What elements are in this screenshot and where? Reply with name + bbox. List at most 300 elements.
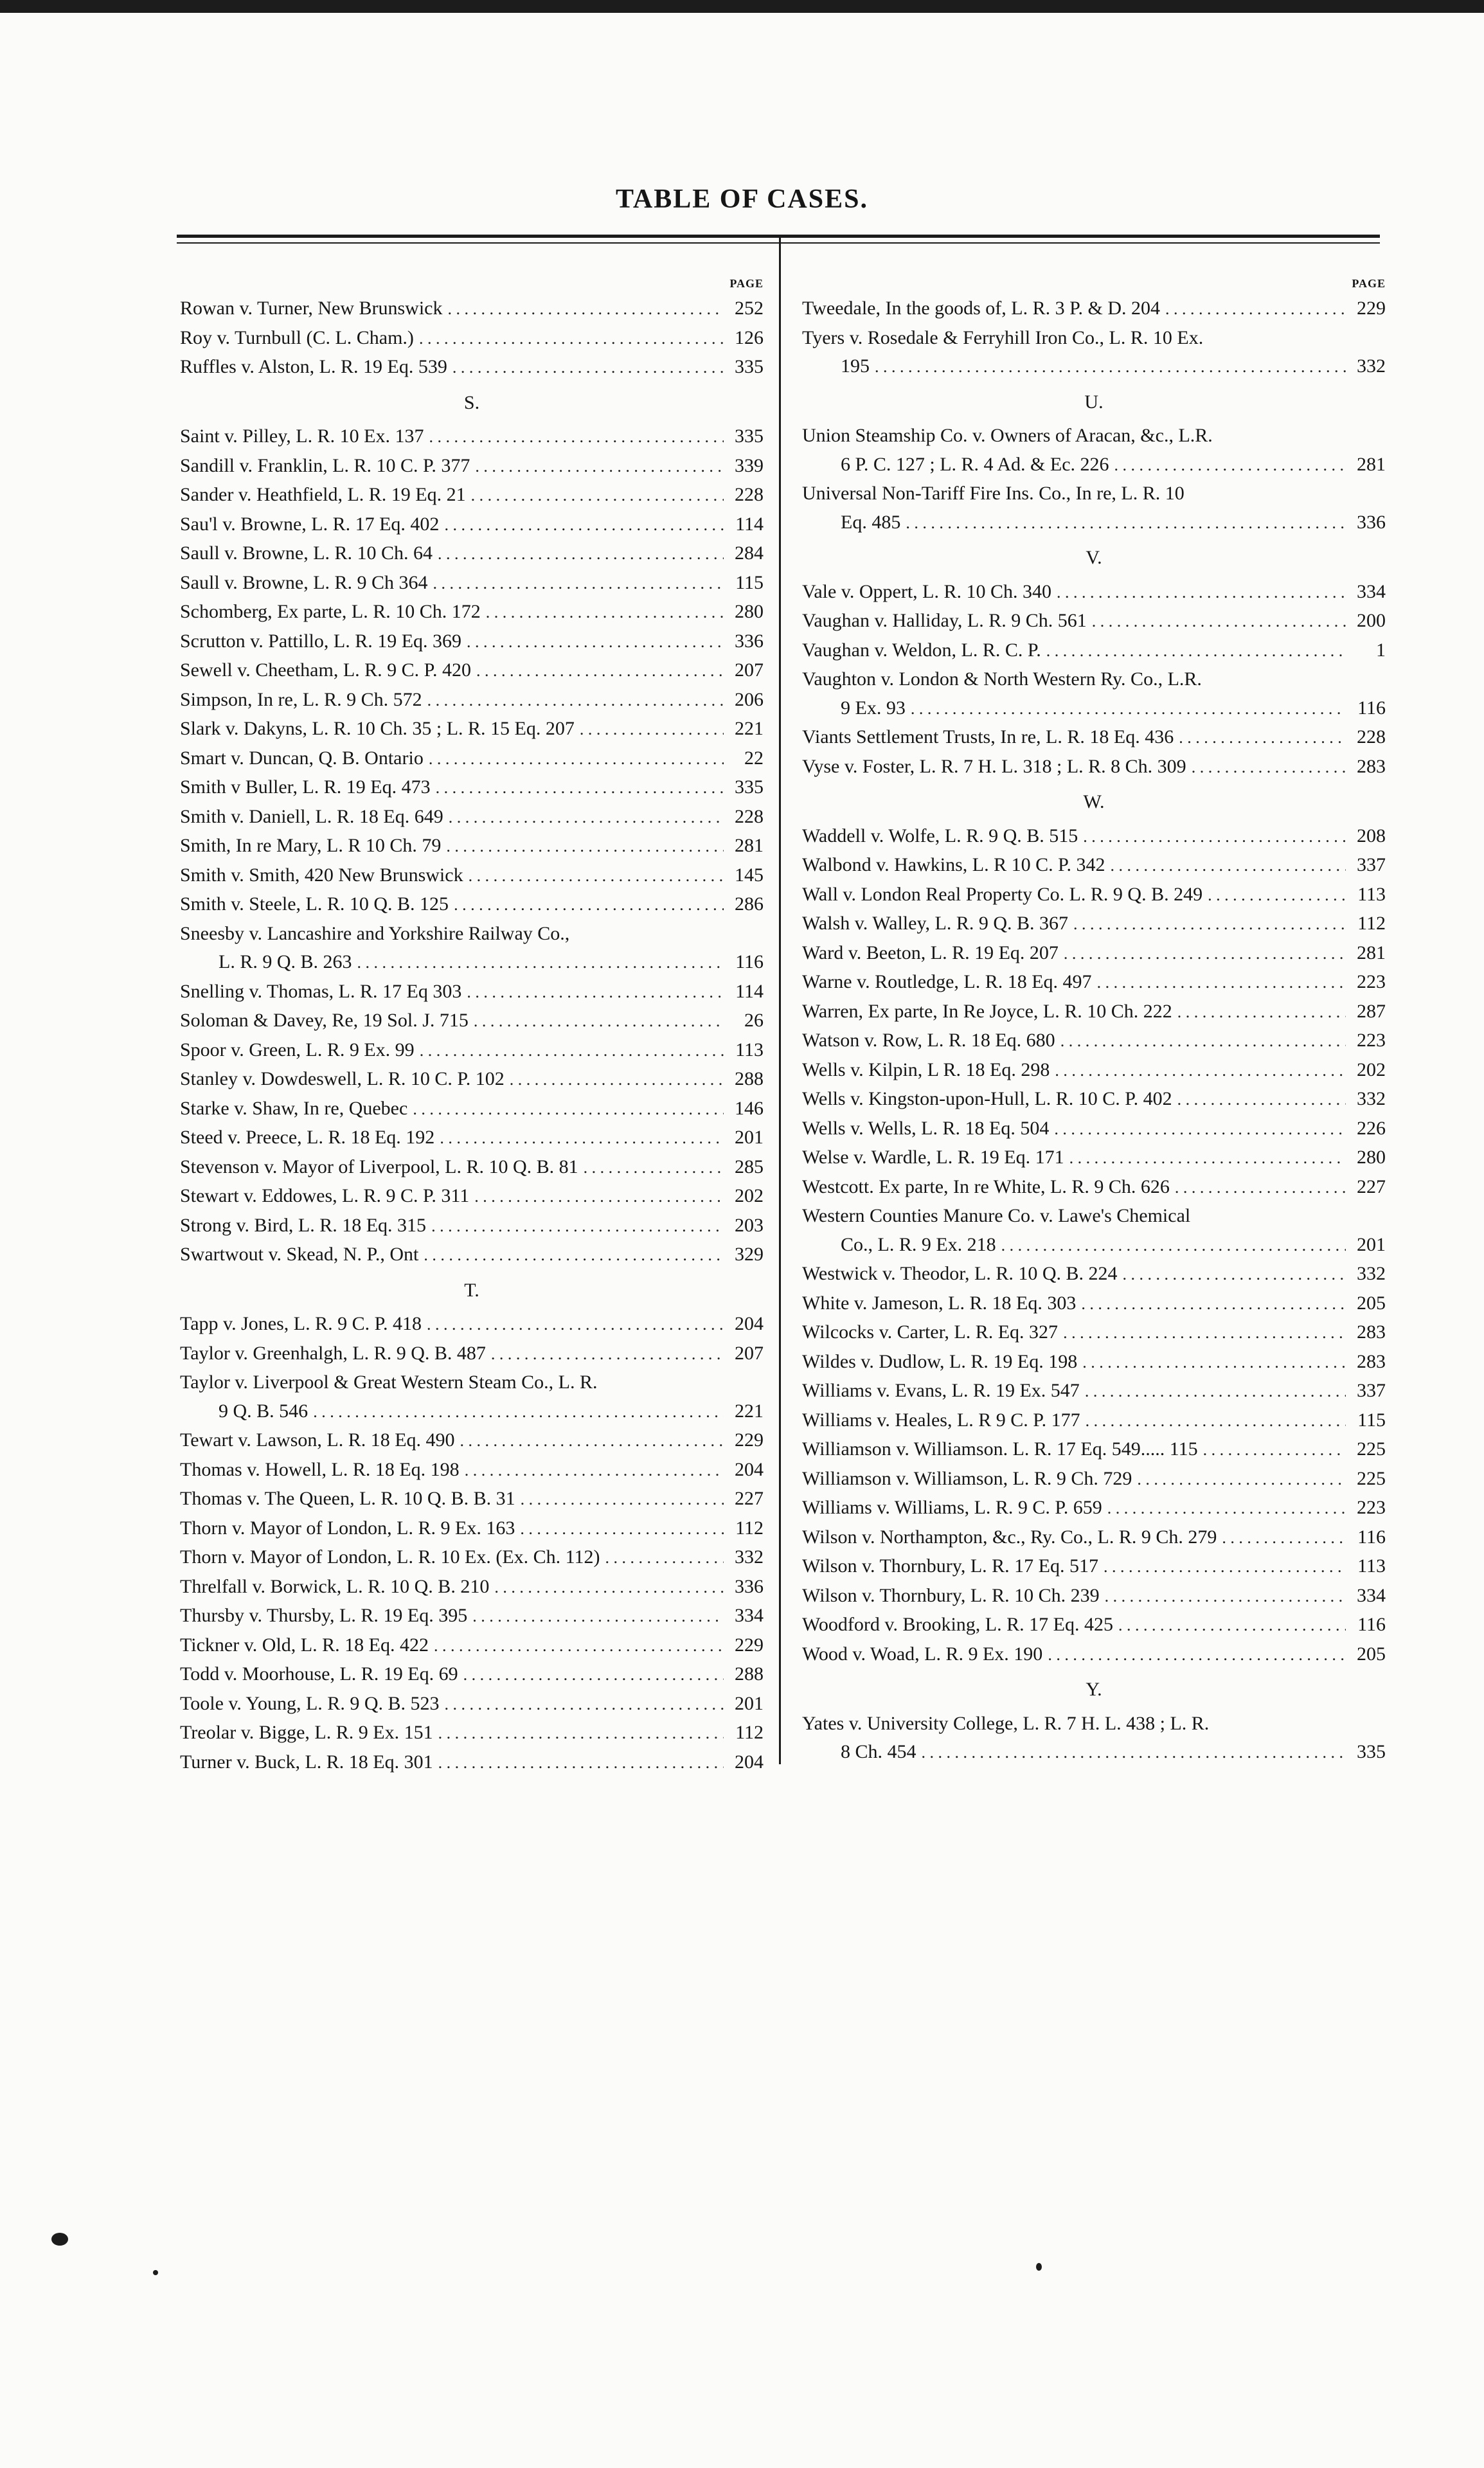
case-entry bbox=[180, 1065, 764, 1095]
case-name: Tewart v. Lawson, L. R. 18 Eq. 490 bbox=[180, 1429, 455, 1451]
dot-leader bbox=[1055, 1057, 1346, 1086]
page-number: 1 bbox=[1376, 639, 1386, 661]
page-number: 201 bbox=[735, 1127, 764, 1148]
page-number: 202 bbox=[735, 1185, 764, 1206]
case-name: Wilcocks v. Carter, L. R. Eq. 327 bbox=[802, 1321, 1059, 1343]
page-column-header: PAGE bbox=[1352, 277, 1386, 290]
page-number: 202 bbox=[1357, 1059, 1386, 1080]
page-number: 281 bbox=[735, 835, 764, 856]
case-name: Sandill v. Franklin, L. R. 10 C. P. 377 bbox=[180, 454, 470, 476]
case-name: Wilson v. Thornbury, L. R. 10 Ch. 239 bbox=[802, 1584, 1100, 1606]
case-entry bbox=[802, 1377, 1386, 1406]
case-name: Vale v. Oppert, L. R. 10 Ch. 340 bbox=[802, 580, 1052, 602]
page-number: 286 bbox=[735, 893, 764, 915]
case-entry-first-line: Western Counties Manure Co. v. Lawe's Chemical bbox=[802, 1205, 1191, 1226]
page-number: 205 bbox=[1357, 1292, 1386, 1314]
page-number: 201 bbox=[1357, 1233, 1386, 1255]
case-entry bbox=[180, 1036, 764, 1066]
dot-leader bbox=[1123, 1260, 1346, 1289]
case-name: Sewell v. Cheetham, L. R. 9 C. P. 420 bbox=[180, 659, 472, 681]
case-entry bbox=[180, 1153, 764, 1183]
case-entry bbox=[180, 1660, 764, 1690]
section-letter: T. bbox=[464, 1279, 479, 1301]
page-number: 337 bbox=[1357, 1380, 1386, 1401]
page-number: 228 bbox=[1357, 726, 1386, 747]
case-name: Smith v. Smith, 420 New Brunswick bbox=[180, 864, 463, 886]
case-entry bbox=[180, 1006, 764, 1036]
case-name: Strong v. Bird, L. R. 18 Eq. 315 bbox=[180, 1214, 427, 1236]
case-name: Walbond v. Hawkins, L. R 10 C. P. 342 bbox=[802, 854, 1105, 875]
case-name: Watson v. Row, L. R. 18 Eq. 680 bbox=[802, 1030, 1055, 1051]
page-number: 207 bbox=[735, 1342, 764, 1364]
case-name: Co., L. R. 9 Ex. 218 bbox=[841, 1233, 996, 1255]
case-entry bbox=[802, 822, 1386, 852]
case-name: Sau'l v. Browne, L. R. 17 Eq. 402 bbox=[180, 513, 440, 535]
page-number: 281 bbox=[1357, 942, 1386, 963]
page-number: 284 bbox=[735, 542, 764, 564]
dot-leader bbox=[448, 295, 724, 324]
case-name: Williams v. Evans, L. R. 19 Ex. 547 bbox=[802, 1380, 1080, 1401]
right-column bbox=[802, 274, 1386, 1767]
page-number: 112 bbox=[735, 1722, 764, 1743]
left-column bbox=[180, 274, 764, 1777]
page-title: TABLE OF CASES. bbox=[616, 184, 868, 214]
case-entry bbox=[802, 578, 1386, 607]
case-name: Wall v. London Real Property Co. L. R. 9 Q. B. 249 bbox=[802, 883, 1203, 905]
dot-leader bbox=[472, 1602, 724, 1631]
dot-leader bbox=[1073, 910, 1346, 939]
case-name: L. R. 9 Q. B. 263 bbox=[219, 951, 352, 972]
section-letter: W. bbox=[1083, 791, 1105, 812]
case-name: Wood v. Woad, L. R. 9 Ex. 190 bbox=[802, 1643, 1043, 1665]
case-entry bbox=[180, 1212, 764, 1241]
case-name: Threlfall v. Borwick, L. R. 10 Q. B. 210 bbox=[180, 1575, 490, 1597]
case-entry bbox=[802, 1552, 1386, 1582]
dot-leader bbox=[420, 1037, 724, 1066]
case-name: Smith, In re Mary, L. R 10 Ch. 79 bbox=[180, 835, 442, 856]
case-entry bbox=[180, 510, 764, 540]
page-number: 206 bbox=[735, 688, 764, 710]
section-letter: U. bbox=[1084, 391, 1104, 413]
case-entry bbox=[802, 1114, 1386, 1144]
dot-leader bbox=[427, 1310, 724, 1339]
case-name: Tickner v. Old, L. R. 18 Eq. 422 bbox=[180, 1634, 429, 1656]
dot-leader bbox=[1203, 1436, 1346, 1465]
page-number: 200 bbox=[1357, 610, 1386, 631]
page-number: 335 bbox=[735, 356, 764, 377]
page-number: 223 bbox=[1357, 1030, 1386, 1051]
page-number: 335 bbox=[1357, 1741, 1386, 1762]
page-number: 337 bbox=[1357, 854, 1386, 875]
dot-leader bbox=[1046, 637, 1346, 666]
case-name: Westwick v. Theodor, L. R. 10 Q. B. 224 bbox=[802, 1263, 1118, 1284]
case-entry bbox=[180, 1485, 764, 1514]
dot-leader bbox=[1177, 1086, 1346, 1114]
case-name: Starke v. Shaw, In re, Quebec bbox=[180, 1097, 408, 1119]
dot-leader bbox=[440, 1124, 724, 1153]
case-entry bbox=[802, 1435, 1386, 1465]
case-entry-continuation bbox=[180, 948, 764, 978]
case-name: Williamson v. Williamson, L. R. 9 Ch. 729 bbox=[802, 1467, 1132, 1489]
case-entry bbox=[802, 1143, 1386, 1173]
dot-leader bbox=[1063, 1319, 1346, 1348]
case-entry bbox=[180, 1426, 764, 1456]
case-entry bbox=[802, 1318, 1386, 1348]
case-entry bbox=[802, 1056, 1386, 1086]
case-entry bbox=[180, 1573, 764, 1602]
case-entry bbox=[802, 1523, 1386, 1553]
page-number: 221 bbox=[735, 718, 764, 739]
page-number: 334 bbox=[1357, 580, 1386, 602]
page-number: 116 bbox=[1357, 697, 1386, 719]
case-entry bbox=[802, 1260, 1386, 1289]
case-name: Smith v Buller, L. R. 19 Eq. 473 bbox=[180, 776, 431, 798]
case-name: Williams v. Heales, L. R 9 C. P. 177 bbox=[802, 1409, 1080, 1431]
dot-leader bbox=[475, 452, 724, 481]
case-name: Tapp v. Jones, L. R. 9 C. P. 418 bbox=[180, 1313, 422, 1334]
page-number: 208 bbox=[1357, 825, 1386, 846]
case-entry-first-line: Universal Non-Tariff Fire Ins. Co., In re, L. R. 10 bbox=[802, 483, 1185, 504]
dot-leader bbox=[449, 803, 724, 832]
page-number: 113 bbox=[1357, 1555, 1386, 1577]
case-entry bbox=[802, 753, 1386, 782]
dot-leader bbox=[1104, 1553, 1346, 1582]
case-entry-continuation bbox=[802, 451, 1386, 480]
case-entry bbox=[180, 1514, 764, 1544]
case-entry bbox=[180, 324, 764, 353]
page-number: 145 bbox=[735, 864, 764, 886]
case-entry bbox=[802, 294, 1386, 324]
page-number: 335 bbox=[735, 776, 764, 798]
case-entry bbox=[802, 939, 1386, 969]
case-entry bbox=[802, 1406, 1386, 1436]
case-name: 6 P. C. 127 ; L. R. 4 Ad. & Ec. 226 bbox=[841, 453, 1109, 475]
case-entry bbox=[180, 832, 764, 861]
page-number: 285 bbox=[735, 1156, 764, 1177]
dot-leader bbox=[1069, 1144, 1346, 1173]
page-number: 287 bbox=[1357, 1000, 1386, 1022]
dot-leader bbox=[454, 891, 724, 920]
page-number: 225 bbox=[1357, 1467, 1386, 1489]
case-name: Turner v. Buck, L. R. 18 Eq. 301 bbox=[180, 1751, 433, 1773]
page-number: 113 bbox=[1357, 883, 1386, 905]
dot-leader bbox=[1082, 1348, 1346, 1377]
case-name: Treolar v. Bigge, L. R. 9 Ex. 151 bbox=[180, 1722, 433, 1743]
dot-leader bbox=[357, 949, 724, 978]
case-entry bbox=[802, 968, 1386, 997]
case-entry bbox=[180, 861, 764, 891]
case-name: Welse v. Wardle, L. R. 19 Eq. 171 bbox=[802, 1147, 1064, 1168]
header-rule bbox=[177, 235, 1380, 238]
case-entry bbox=[180, 890, 764, 920]
page-number: 252 bbox=[735, 298, 764, 319]
dot-leader bbox=[476, 657, 724, 686]
dot-leader bbox=[906, 509, 1346, 538]
page-number: 115 bbox=[1357, 1409, 1386, 1431]
dot-leader bbox=[1175, 1174, 1346, 1203]
dot-leader bbox=[465, 1456, 724, 1485]
page-number: 226 bbox=[1357, 1117, 1386, 1139]
dot-leader bbox=[491, 1340, 724, 1369]
ink-speck bbox=[153, 2270, 158, 2275]
case-entry bbox=[180, 686, 764, 715]
case-entry bbox=[802, 909, 1386, 939]
page-number: 207 bbox=[735, 659, 764, 681]
case-entry bbox=[180, 1690, 764, 1719]
page-number: 116 bbox=[735, 951, 764, 972]
case-entry bbox=[802, 636, 1386, 666]
case-name: Schomberg, Ex parte, L. R. 10 Ch. 172 bbox=[180, 601, 481, 622]
dot-leader bbox=[469, 862, 724, 891]
dot-leader bbox=[436, 774, 724, 803]
section-letter: V. bbox=[1086, 547, 1102, 568]
case-name: Steed v. Preece, L. R. 18 Eq. 192 bbox=[180, 1127, 435, 1148]
dot-leader bbox=[1064, 940, 1346, 969]
case-name: Eq. 485 bbox=[841, 511, 901, 533]
case-name: Smith v. Steele, L. R. 10 Q. B. 125 bbox=[180, 893, 449, 915]
page-number: 334 bbox=[1357, 1584, 1386, 1606]
dot-leader bbox=[1092, 607, 1346, 636]
page-number: 283 bbox=[1357, 1321, 1386, 1343]
case-name: Smith v. Daniell, L. R. 18 Eq. 649 bbox=[180, 805, 443, 827]
page-number: 335 bbox=[735, 425, 764, 447]
page-number: 114 bbox=[735, 980, 764, 1002]
dot-leader bbox=[1179, 724, 1346, 753]
case-name: Waddell v. Wolfe, L. R. 9 Q. B. 515 bbox=[802, 825, 1078, 846]
page-number: 280 bbox=[1357, 1147, 1386, 1168]
case-name: Thomas v. Howell, L. R. 18 Eq. 198 bbox=[180, 1458, 460, 1480]
case-name: Smart v. Duncan, Q. B. Ontario bbox=[180, 747, 424, 769]
page-number: 227 bbox=[1357, 1176, 1386, 1197]
page-number: 288 bbox=[735, 1663, 764, 1685]
case-entry-continuation bbox=[802, 352, 1386, 382]
case-entry bbox=[180, 1719, 764, 1748]
case-name: Westcott. Ex parte, In re White, L. R. 9 Ch. 626 bbox=[802, 1176, 1170, 1197]
dot-leader bbox=[1001, 1231, 1346, 1260]
dot-leader bbox=[474, 1007, 724, 1036]
page-number: 332 bbox=[1357, 355, 1386, 377]
dot-leader bbox=[313, 1398, 724, 1427]
case-name: Stanley v. Dowdeswell, L. R. 10 C. P. 102 bbox=[180, 1068, 505, 1089]
case-name: Wildes v. Dudlow, L. R. 19 Eq. 198 bbox=[802, 1350, 1078, 1372]
case-entry bbox=[180, 452, 764, 481]
page-number: 203 bbox=[735, 1214, 764, 1236]
dot-leader bbox=[419, 325, 724, 353]
case-entry bbox=[180, 481, 764, 510]
ink-blot bbox=[51, 2233, 68, 2246]
page-number: 281 bbox=[1357, 453, 1386, 475]
case-entry bbox=[802, 1085, 1386, 1114]
page-number: 229 bbox=[735, 1429, 764, 1451]
dot-leader bbox=[429, 745, 724, 774]
dot-leader bbox=[584, 1154, 724, 1183]
case-entry bbox=[180, 598, 764, 627]
page-number: 112 bbox=[735, 1517, 764, 1539]
page-number: 221 bbox=[735, 1400, 764, 1422]
dot-leader bbox=[1083, 823, 1346, 852]
case-name: Taylor v. Greenhalgh, L. R. 9 Q. B. 487 bbox=[180, 1342, 486, 1364]
case-name: Swartwout v. Skead, N. P., Ont bbox=[180, 1244, 419, 1265]
case-entry bbox=[180, 1339, 764, 1369]
case-name: Wilson v. Northampton, &c., Ry. Co., L. R. 9 Ch. 279 bbox=[802, 1526, 1217, 1548]
dot-leader bbox=[444, 511, 724, 540]
page-number: 116 bbox=[1357, 1526, 1386, 1548]
case-entry-first-line: Yates v. University College, L. R. 7 H. L. 438 ; L. R. bbox=[802, 1712, 1210, 1734]
case-name: 9 Ex. 93 bbox=[841, 697, 906, 719]
case-entry bbox=[802, 851, 1386, 881]
case-name: Warren, Ex parte, In Re Joyce, L. R. 10 Ch. 222 bbox=[802, 1000, 1172, 1022]
case-entry bbox=[180, 294, 764, 324]
dot-leader bbox=[1177, 998, 1346, 1027]
page-number: 126 bbox=[735, 326, 764, 348]
dot-leader bbox=[1085, 1377, 1346, 1406]
page-number: 229 bbox=[735, 1634, 764, 1656]
dot-leader bbox=[431, 1212, 724, 1241]
case-name: 9 Q. B. 546 bbox=[219, 1400, 308, 1422]
case-entry bbox=[180, 1456, 764, 1485]
case-entry bbox=[802, 607, 1386, 636]
case-name: Vaughan v. Weldon, L. R. C. P. bbox=[802, 639, 1041, 661]
dot-leader bbox=[1114, 451, 1346, 480]
dot-leader bbox=[1057, 578, 1346, 607]
case-name: Toole v. Young, L. R. 9 Q. B. 523 bbox=[180, 1692, 440, 1714]
case-name: Vyse v. Foster, L. R. 7 H. L. 318 ; L. R. 8 Ch. 309 bbox=[802, 755, 1186, 777]
page-number: 204 bbox=[735, 1313, 764, 1334]
case-entry bbox=[180, 627, 764, 657]
dot-leader bbox=[438, 540, 724, 569]
dot-leader bbox=[1165, 295, 1346, 324]
case-entry bbox=[180, 1123, 764, 1153]
case-name: Thomas v. The Queen, L. R. 10 Q. B. B. 31 bbox=[180, 1488, 515, 1509]
page-column-header: PAGE bbox=[729, 277, 764, 290]
case-entry-continuation bbox=[802, 1231, 1386, 1260]
dot-leader bbox=[1054, 1115, 1346, 1144]
dot-leader bbox=[520, 1515, 724, 1544]
page-number: 332 bbox=[1357, 1088, 1386, 1109]
page-number: 22 bbox=[744, 747, 764, 769]
case-name: Scrutton v. Pattillo, L. R. 19 Eq. 369 bbox=[180, 630, 462, 652]
page-number: 283 bbox=[1357, 755, 1386, 777]
case-name: Snelling v. Thomas, L. R. 17 Eq 303 bbox=[180, 980, 462, 1002]
case-entry bbox=[180, 1748, 764, 1778]
case-entry bbox=[802, 1289, 1386, 1319]
page-number: 228 bbox=[735, 484, 764, 505]
dot-leader bbox=[510, 1066, 724, 1095]
case-name: Williamson v. Williamson. L. R. 17 Eq. 549..... 115 bbox=[802, 1438, 1198, 1460]
page-number: 280 bbox=[735, 601, 764, 622]
page-number: 336 bbox=[735, 630, 764, 652]
case-name: Thursby v. Thursby, L. R. 19 Eq. 395 bbox=[180, 1605, 468, 1626]
page-number: 228 bbox=[735, 805, 764, 827]
dot-leader bbox=[1137, 1465, 1346, 1494]
case-name: Thorn v. Mayor of London, L. R. 10 Ex. (Ex. Ch. 112) bbox=[180, 1546, 600, 1568]
case-entry bbox=[802, 997, 1386, 1027]
case-name: Wells v. Wells, L. R. 18 Eq. 504 bbox=[802, 1117, 1050, 1139]
page-number: 288 bbox=[735, 1068, 764, 1089]
dot-leader bbox=[1192, 753, 1346, 782]
case-entry-first-line: Tyers v. Rosedale & Ferryhill Iron Co., L. R. 10 Ex. bbox=[802, 326, 1204, 348]
case-name: Saull v. Browne, L. R. 9 Ch 364 bbox=[180, 571, 428, 593]
case-name: Saull v. Browne, L. R. 10 Ch. 64 bbox=[180, 542, 433, 564]
dot-leader bbox=[1086, 1407, 1346, 1436]
case-entry bbox=[180, 1240, 764, 1270]
case-name: Simpson, In re, L. R. 9 Ch. 572 bbox=[180, 688, 422, 710]
case-entry bbox=[802, 1465, 1386, 1494]
page-number: 229 bbox=[1357, 298, 1386, 319]
case-entry-first-line: Vaughton v. London & North Western Ry. Co., L.R. bbox=[802, 668, 1202, 690]
case-name: Ward v. Beeton, L. R. 19 Eq. 207 bbox=[802, 942, 1059, 963]
dot-leader bbox=[467, 978, 724, 1007]
dot-leader bbox=[1105, 1582, 1346, 1611]
case-entry bbox=[802, 723, 1386, 753]
case-entry-continuation bbox=[802, 694, 1386, 724]
page-number: 336 bbox=[735, 1575, 764, 1597]
case-entry bbox=[180, 1602, 764, 1631]
case-entry bbox=[180, 978, 764, 1007]
case-entry-continuation bbox=[802, 508, 1386, 538]
case-name: Wilson v. Thornbury, L. R. 17 Eq. 517 bbox=[802, 1555, 1098, 1577]
dot-leader bbox=[922, 1739, 1346, 1767]
page-number: 112 bbox=[1357, 913, 1386, 934]
dot-leader bbox=[433, 569, 724, 598]
dot-leader bbox=[1081, 1290, 1346, 1319]
page-number: 223 bbox=[1357, 971, 1386, 992]
section-letter: Y. bbox=[1086, 1679, 1102, 1700]
page-number: 223 bbox=[1357, 1497, 1386, 1518]
case-entry bbox=[180, 656, 764, 686]
case-name: Williams v. Williams, L. R. 9 C. P. 659 bbox=[802, 1497, 1102, 1518]
page-number: 227 bbox=[735, 1488, 764, 1509]
case-name: Ruffles v. Alston, L. R. 19 Eq. 539 bbox=[180, 356, 447, 377]
dot-leader bbox=[1097, 969, 1346, 997]
page-number: 283 bbox=[1357, 1350, 1386, 1372]
case-name: Sander v. Heathfield, L. R. 19 Eq. 21 bbox=[180, 484, 466, 505]
dot-leader bbox=[471, 481, 724, 510]
page-number: 201 bbox=[735, 1692, 764, 1714]
scan-top-edge bbox=[0, 0, 1484, 13]
case-name: Thorn v. Mayor of London, L. R. 9 Ex. 163 bbox=[180, 1517, 515, 1539]
case-entry bbox=[180, 569, 764, 598]
case-name: Slark v. Dakyns, L. R. 10 Ch. 35 ; L. R. 15 Eq. 207 bbox=[180, 718, 575, 739]
dot-leader bbox=[911, 695, 1346, 724]
case-entry bbox=[802, 1026, 1386, 1056]
case-entry bbox=[802, 881, 1386, 910]
case-name: 8 Ch. 454 bbox=[841, 1741, 916, 1762]
case-name: Stevenson v. Mayor of Liverpool, L. R. 10 Q. B. 81 bbox=[180, 1156, 578, 1177]
case-name: Walsh v. Walley, L. R. 9 Q. B. 367 bbox=[802, 913, 1069, 934]
dot-leader bbox=[438, 1719, 724, 1748]
case-entry-continuation bbox=[802, 1738, 1386, 1767]
page-number: 332 bbox=[735, 1546, 764, 1568]
dot-leader bbox=[413, 1095, 724, 1124]
dot-leader bbox=[494, 1573, 724, 1602]
dot-leader bbox=[427, 686, 724, 715]
case-entry bbox=[180, 353, 764, 382]
case-entry bbox=[802, 1348, 1386, 1377]
page-number: 329 bbox=[735, 1244, 764, 1265]
page-number: 225 bbox=[1357, 1438, 1386, 1460]
page-number: 114 bbox=[735, 513, 764, 535]
case-entry bbox=[802, 1494, 1386, 1523]
dot-leader bbox=[424, 1241, 724, 1270]
dot-leader bbox=[467, 628, 724, 657]
case-name: Viants Settlement Trusts, In re, L. R. 18 Eq. 436 bbox=[802, 726, 1174, 747]
case-entry bbox=[180, 1543, 764, 1573]
dot-leader bbox=[580, 715, 724, 744]
case-name: Wells v. Kingston-upon-Hull, L. R. 10 C. P. 402 bbox=[802, 1088, 1172, 1109]
header-rule-thin bbox=[177, 242, 1380, 244]
case-name: Todd v. Moorhouse, L. R. 19 Eq. 69 bbox=[180, 1663, 458, 1685]
